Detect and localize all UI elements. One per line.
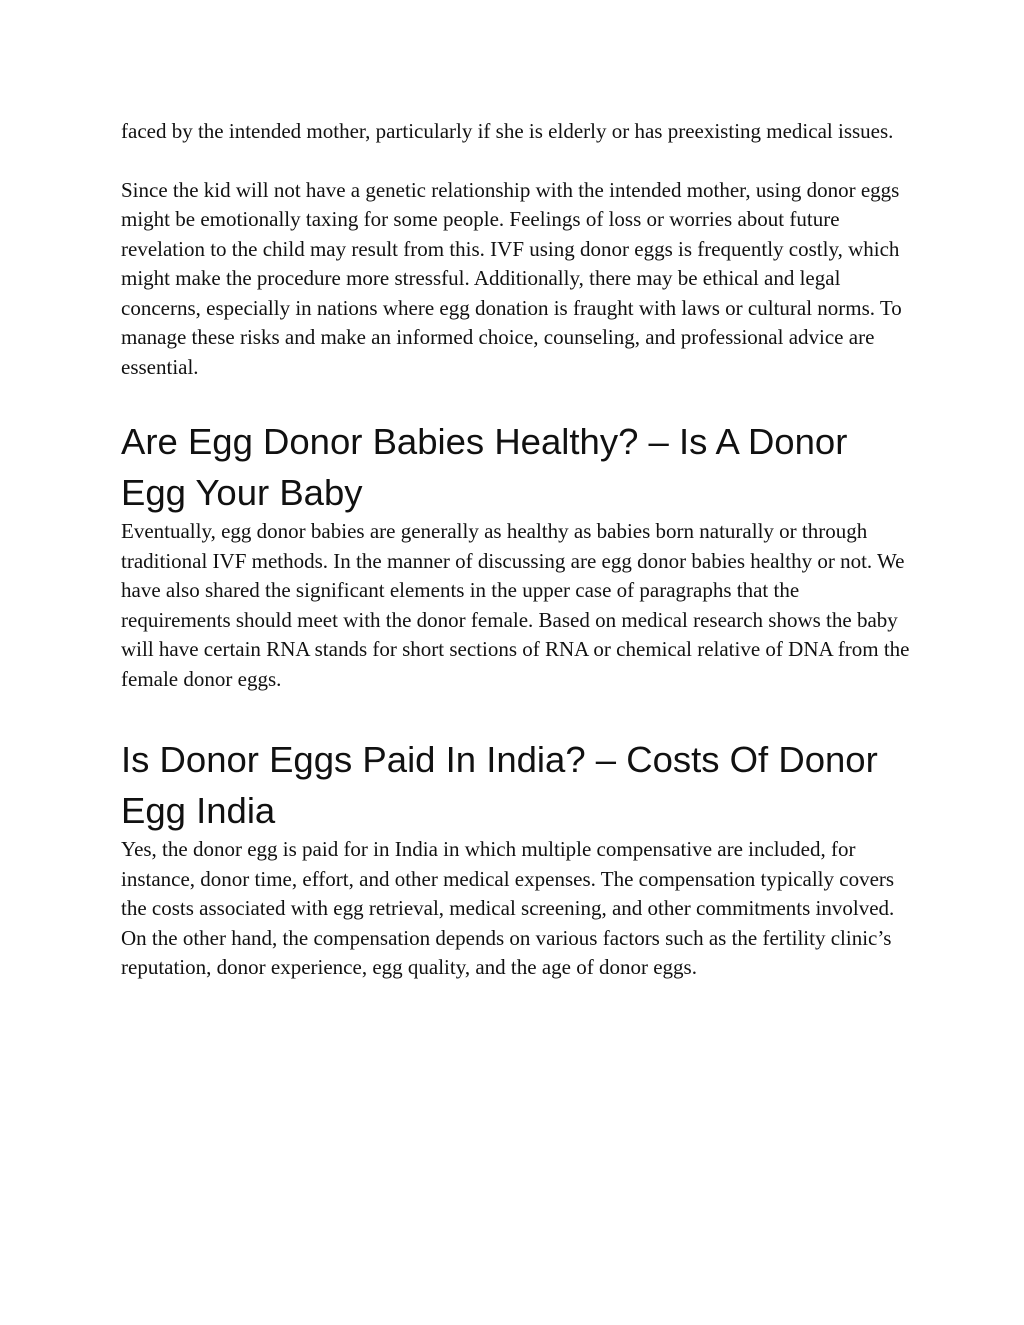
section-body-donor-eggs-paid: Yes, the donor egg is paid for in India in which multiple compensative are included, for instance, donor time, effort, and other medical expenses. The compensation typically covers the costs associated with egg retrieval, medical screening, and other commitments involved. On the other hand, the compensation depends on various factors such as the fertility clinic’s reputation, donor experience, egg quality, and the age of donor eggs. [121, 837, 895, 979]
document-page [121, 117, 911, 983]
paragraph-intro-continuation: faced by the intended mother, particularly if she is elderly or has preexisting medical issues. [121, 119, 894, 143]
section-heading-donor-eggs-paid: Is Donor Eggs Paid In India? – Costs Of Donor Egg India [121, 739, 878, 831]
paragraph-donor-eggs-risks: Since the kid will not have a genetic relationship with the intended mother, using donor eggs might be emotionally taxing for some people. Feelings of loss or worries about future revelation to the child may result from this. IVF using donor eggs is frequently costly, which might make the procedure more stressful. Additionally, there may be ethical and legal concerns, especially in nations where egg donation is fraught with laws or cultural norms. To manage these risks and make an informed choice, counseling, and professional advice are essential. [121, 177, 902, 379]
section-body-babies-healthy: Eventually, egg donor babies are generally as healthy as babies born naturally or through traditional IVF methods. In the manner of discussing are egg donor babies healthy or not. We have also shared the significant elements in the upper case of paragraphs that the requirements should meet with the donor female. Based on medical research shows the baby will have certain RNA stands for short sections of RNA or chemical relative of DNA from the female donor eggs. [121, 519, 910, 691]
section-heading-babies-healthy: Are Egg Donor Babies Healthy? – Is A Donor Egg Your Baby [121, 421, 848, 513]
